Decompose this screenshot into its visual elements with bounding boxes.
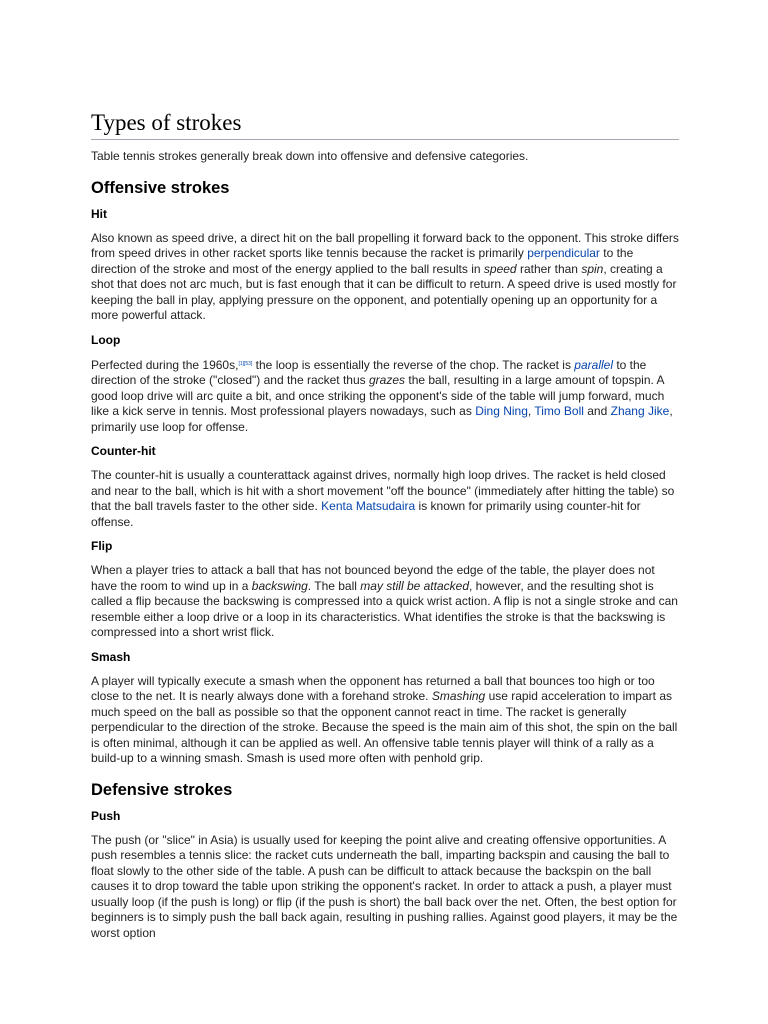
perpendicular-link[interactable]: perpendicular [527, 246, 600, 260]
intro-paragraph: Table tennis strokes generally break down into offensive and defensive categories. [91, 149, 529, 163]
parallel-link[interactable]: parallel [574, 357, 613, 372]
defensive-heading: Defensive strokes [91, 780, 233, 799]
counter-hit-heading: Counter-hit [91, 444, 156, 458]
kenta-matsudaira-link[interactable]: Kenta Matsudaira [321, 499, 416, 513]
counter-hit-paragraph: The counter-hit is usually a counterattack against drives, normally high loop drives. The racket is held closed and near to the ball, which is hit with a short movement "off the bounce" (immediately after hitting the table) so that the ball travels faster to the other side. Kenta Matsudaira is known for primarily using counter-hit for offense. [91, 468, 675, 529]
flip-paragraph: When a player tries to attack a ball that has not bounced beyond the edge of the table, the player does not have the room to wind up in a backswing. The ball may still be attacked, however, and the resulting shot is called a flip because the backswing is compressed into a quick wrist action. A flip is not a single stroke and can resemble either a loop drive or a loop in its characteristics. What identifies the stroke is that the backswing is compressed into a short wrist flick. [91, 563, 678, 639]
offensive-heading: Offensive strokes [91, 178, 230, 197]
hit-heading: Hit [91, 206, 107, 221]
timo-boll-link[interactable]: Timo Boll [534, 404, 584, 418]
push-paragraph: The push (or "slice" in Asia) is usually used for keeping the point alive and creating offensive opportunities. A push resembles a tennis slice: the racket cuts underneath the ball, imparting backspin and causing the ball to float slowly to the other side of the table. A push can be difficult to attack because the backspin on the ball causes it to drop toward the table upon striking the opponent's racket. In order to attack a push, a player must usually loop (if the push is long) or flip (if the push is short) the ball back over the net. Often, the best option for beginners is to simply push the ball back again, resulting in pushing rallies. Against good players, it may be the worst option [91, 832, 678, 940]
smash-heading: Smash [91, 649, 131, 664]
loop-heading: Loop [91, 332, 121, 347]
hit-paragraph: Also known as speed drive, a direct hit on the ball propelling it forward back to the opponent. This stroke differs from speed drives in other racket sports like tennis because the racket is primarily perpendicular to the direction of the stroke and most of the energy applied to the ball results in speed rather than spin, creating a shot that does not arc much, but is fast enough that it can be difficult to return. A speed drive is used mostly for keeping the ball in play, applying pressure on the opponent, and potentially opening up an opportunity for a more powerful attack. [91, 230, 679, 322]
flip-heading: Flip [91, 539, 113, 553]
ding-ning-link[interactable]: Ding Ning [475, 404, 528, 418]
smash-paragraph: A player will typically execute a smash when the opponent has returned a ball that bounces too high or too close to the net. It is nearly always done with a forehand stroke. Smashing use rapid acceleration to impart as much speed on the ball as possible so that the opponent cannot react in time. The racket is generally perpendicular to the direction of the stroke. Because the speed is the main aim of this shot, the spin on the ball is often minimal, although it can be applied as well. An offensive table tennis player will think of a rally as a build-up to a winning smash. Smash is used more often with penhold grip. [91, 673, 678, 765]
zhang-jike-link[interactable]: Zhang Jike [610, 404, 670, 418]
section-title: Types of strokes [91, 110, 679, 140]
citation-link[interactable]: [1][53] [238, 360, 253, 367]
loop-paragraph: Perfected during the 1960s,[1][53] the loop is essentially the reverse of the chop. The racket is parallel to the direction of the stroke ("closed") and the racket thus grazes the ball, resulting in a large amount of topspin. A good loop drive will arc quite a bit, and once striking the opponent's side of the table will jump forward, much like a kick serve in tennis. Most professional players nowadays, such as Ding Ning, Timo Boll and Zhang Jike, primarily use loop for offense. [91, 357, 673, 434]
article-content [91, 110, 679, 941]
push-heading: Push [91, 808, 121, 823]
